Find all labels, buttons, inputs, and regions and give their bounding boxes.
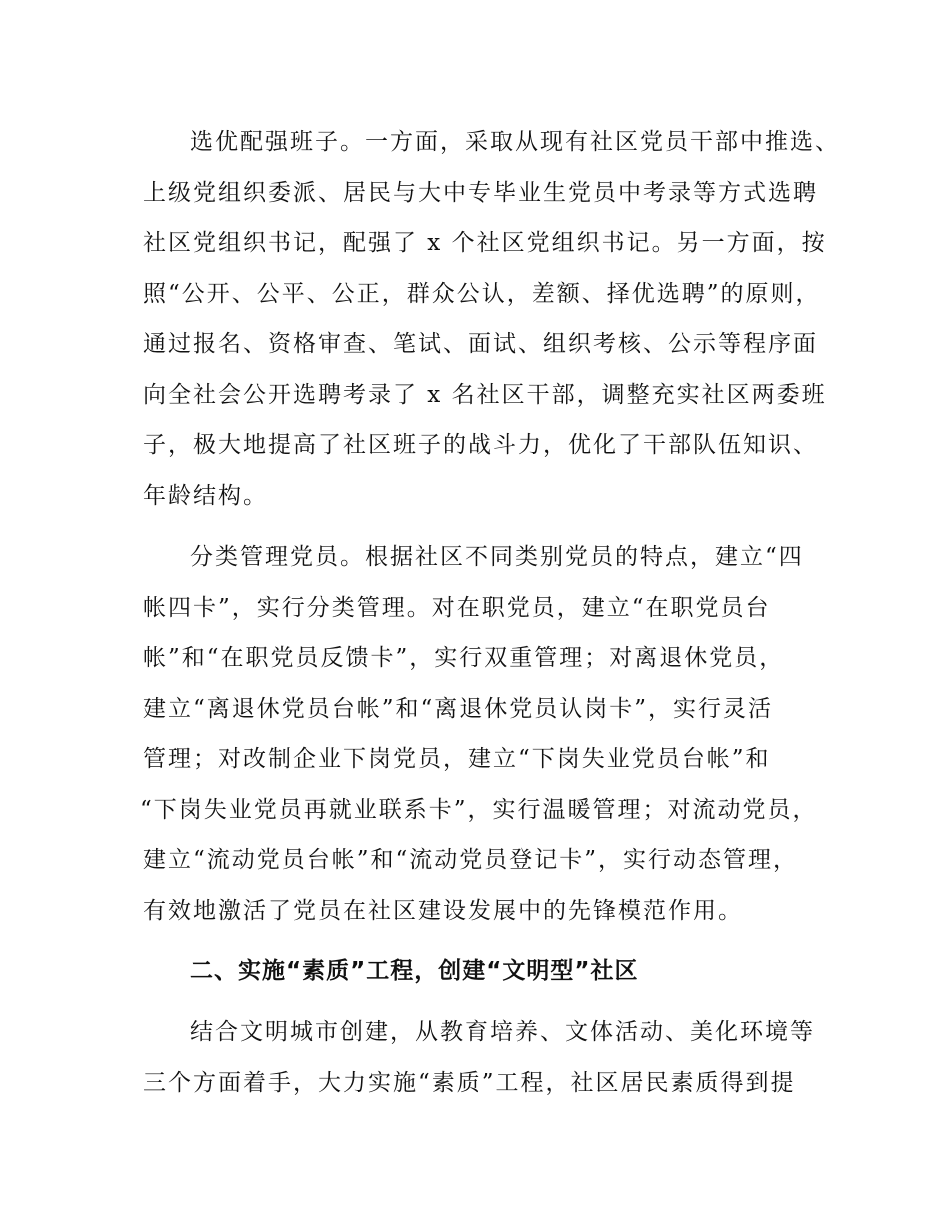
text-line: 年龄结构。 [143, 483, 268, 509]
text-line: 选优配强班子。一方面，采取从现有社区党员干部中推选、 [190, 129, 840, 155]
text-line: 照“公开、公平、公正，群众公认，差额、择优选聘”的原则， [143, 281, 821, 307]
text-line: 通过报名、资格审查、笔试、面试、组织考核、公示等程序面 [143, 331, 818, 357]
section-heading: 二、实施“素质”工程，创建“文明型”社区 [190, 958, 639, 984]
text-line: 结合文明城市创建，从教育培养、文体活动、美化环境等 [190, 1019, 815, 1045]
text-line: 建立“离退休党员台帐”和“离退休党员认岗卡”，实行灵活 [143, 696, 774, 722]
text-line: 帐四卡”，实行分类管理。对在职党员，建立“在职党员台 [143, 595, 771, 621]
text-line: 有效地激活了党员在社区建设发展中的先锋模范作用。 [143, 898, 743, 924]
text-line: 子，极大地提高了社区班子的战斗力，优化了干部队伍知识、 [143, 432, 818, 458]
text-line: 管理；对改制企业下岗党员，建立“下岗失业党员台帐”和 [143, 746, 771, 772]
text-line: 建立“流动党员台帐”和“流动党员登记卡”，实行动态管理， [143, 847, 799, 873]
text-line: 三个方面着手，大力实施“素质”工程，社区居民素质得到提 [143, 1070, 796, 1096]
text-line: 帐”和“在职党员反馈卡”，实行双重管理；对离退休党员， [143, 645, 785, 671]
text-line: 社区党组织书记，配强了 x 个社区党组织书记。另一方面，按 [143, 230, 827, 256]
text-line: 分类管理党员。根据社区不同类别党员的特点，建立“四 [190, 544, 804, 570]
text-line: 上级党组织委派、居民与大中专毕业生党员中考录等方式选聘 [143, 180, 818, 206]
text-line: “下岗失业党员再就业联系卡”，实行温暖管理；对流动党员， [140, 797, 818, 823]
text-line: 向全社会公开选聘考录了 x 名社区干部，调整充实社区两委班 [143, 382, 827, 408]
